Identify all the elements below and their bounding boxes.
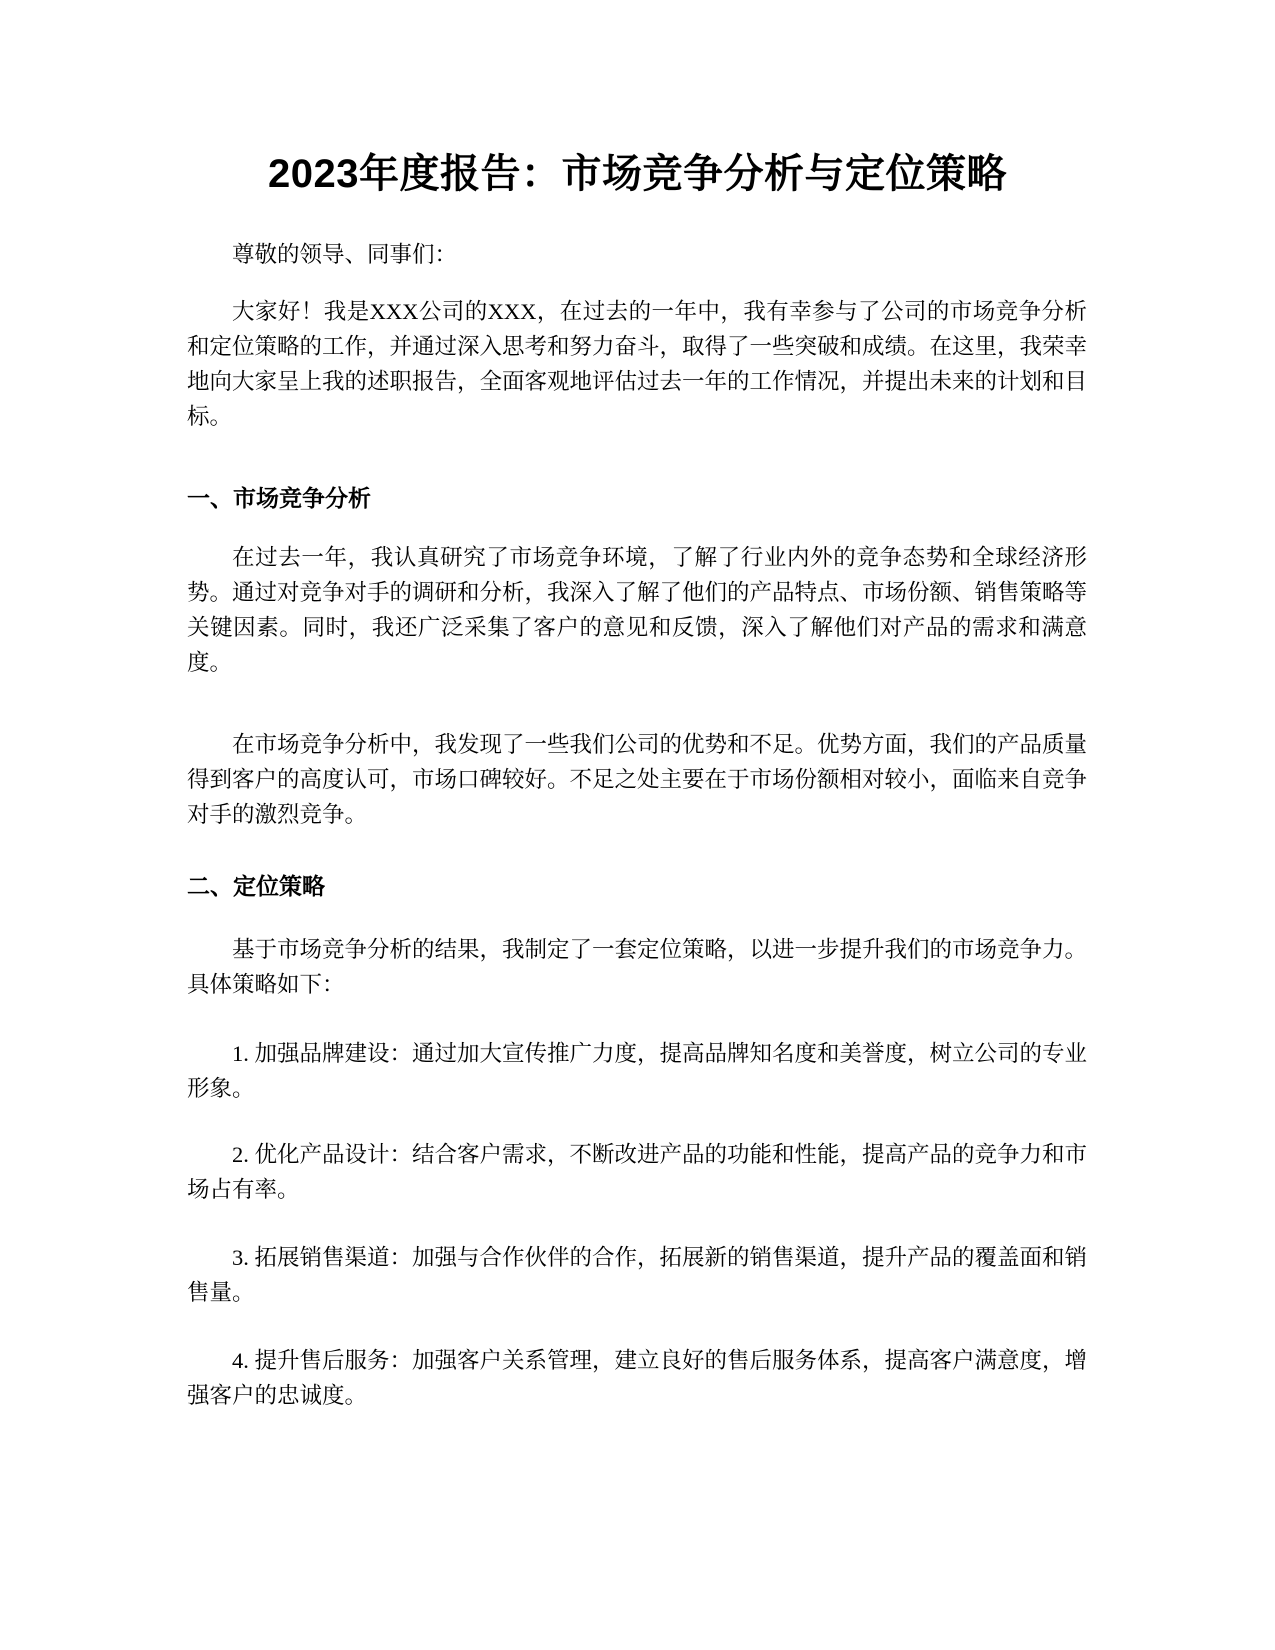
intro-paragraph: 大家好！我是XXX公司的XXX，在过去的一年中，我有幸参与了公司的市场竞争分析和定位策略的工作，并通过深入思考和努力奋斗，取得了一些突破和成绩。在这里，我荣幸地向大家呈上我的述职报告，全面客观地评估过去一年的工作情况，并提出未来的计划和目标。 <box>187 299 1088 429</box>
document-title: 2023年度报告：市场竞争分析与定位策略 <box>268 152 1007 196</box>
section-heading-market-analysis: 一、市场竞争分析 <box>187 485 371 511</box>
strategy-item: 3. 拓展销售渠道：加强与合作伙伴的合作，拓展新的销售渠道，提升产品的覆盖面和销售量。 <box>187 1245 1088 1305</box>
section-heading-positioning: 二、定位策略 <box>187 873 325 899</box>
strategy-item: 4. 提升售后服务：加强客户关系管理，建立良好的售后服务体系，提高客户满意度，增强客户的忠诚度。 <box>187 1348 1088 1408</box>
positioning-intro-paragraph: 基于市场竞争分析的结果，我制定了一套定位策略，以进一步提升我们的市场竞争力。具体策略如下： <box>187 937 1088 997</box>
strategy-item: 2. 优化产品设计：结合客户需求，不断改进产品的功能和性能，提高产品的竞争力和市场占有率。 <box>187 1142 1088 1202</box>
market-analysis-paragraph-2: 在市场竞争分析中，我发现了一些我们公司的优势和不足。优势方面，我们的产品质量得到客户的高度认可，市场口碑较好。不足之处主要在于市场份额相对较小，面临来自竞争对手的激烈竞争。 <box>187 732 1088 827</box>
market-analysis-paragraph-1: 在过去一年，我认真研究了市场竞争环境，了解了行业内外的竞争态势和全球经济形势。通过对竞争对手的调研和分析，我深入了解了他们的产品特点、市场份额、销售策略等关键因素。同时，我还广泛采集了客户的意见和反馈，深入了解他们对产品的需求和满意度。 <box>187 545 1088 675</box>
strategy-item: 1. 加强品牌建设：通过加大宣传推广力度，提高品牌知名度和美誉度，树立公司的专业形象。 <box>187 1041 1088 1101</box>
salutation: 尊敬的领导、同事们： <box>232 242 458 267</box>
